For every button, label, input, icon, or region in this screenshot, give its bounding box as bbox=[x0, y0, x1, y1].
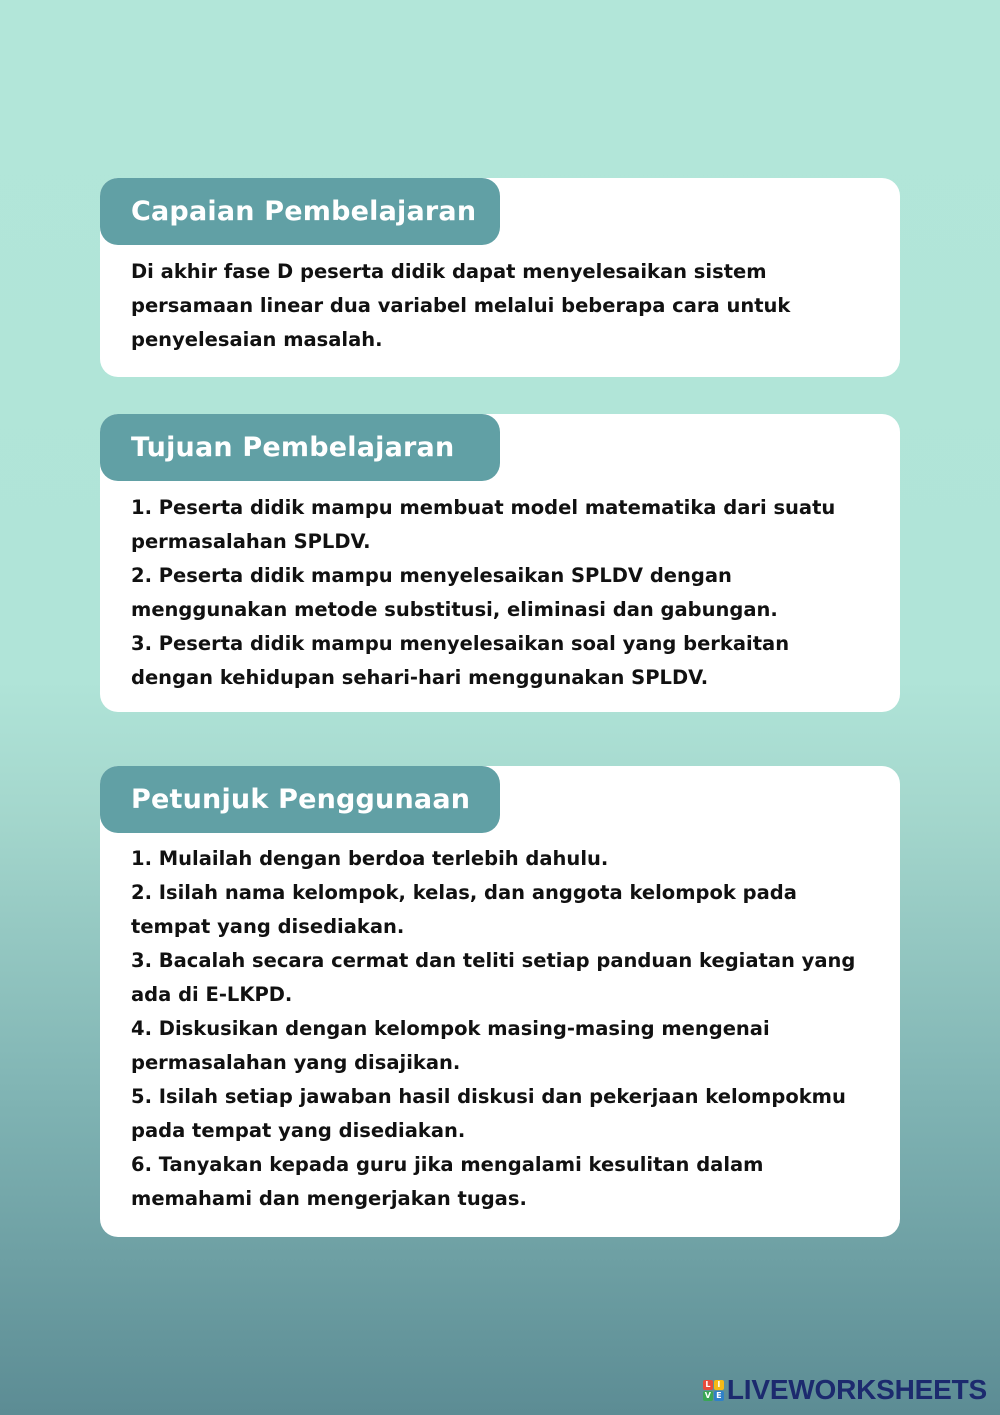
petunjuk-line: 5. Isilah setiap jawaban hasil diskusi dan pekerjaan kelompokmu bbox=[131, 1085, 846, 1108]
petunjuk-header bbox=[100, 766, 500, 833]
petunjuk-title: Petunjuk Penggunaan bbox=[131, 784, 471, 815]
liveworksheets-logo-icon bbox=[703, 1380, 724, 1401]
capaian-line: Di akhir fase D peserta didik dapat menyelesaikan sistem bbox=[131, 260, 767, 283]
petunjuk-line: 2. Isilah nama kelompok, kelas, dan anggota kelompok pada bbox=[131, 881, 797, 904]
tujuan-header bbox=[100, 414, 500, 481]
capaian-line: penyelesaian masalah. bbox=[131, 328, 383, 351]
capaian-card bbox=[100, 178, 900, 377]
logo-letter-v: V bbox=[704, 1390, 711, 1400]
petunjuk-line: ada di E-LKPD. bbox=[131, 983, 293, 1006]
tujuan-line: 1. Peserta didik mampu membuat model matematika dari suatu bbox=[131, 496, 836, 519]
petunjuk-line: permasalahan yang disajikan. bbox=[131, 1051, 461, 1074]
capaian-body bbox=[131, 255, 878, 357]
petunjuk-line: pada tempat yang disediakan. bbox=[131, 1119, 466, 1142]
petunjuk-card bbox=[100, 766, 900, 1237]
tujuan-line: permasalahan SPLDV. bbox=[131, 530, 371, 553]
petunjuk-line: 4. Diskusikan dengan kelompok masing-masing mengenai bbox=[131, 1017, 770, 1040]
tujuan-line: 2. Peserta didik mampu menyelesaikan SPLDV dengan bbox=[131, 564, 732, 587]
liveworksheets-wordmark: LIVEWORKSHEETS bbox=[726, 1374, 987, 1405]
capaian-title: Capaian Pembelajaran bbox=[131, 196, 477, 227]
logo-letter-l: L bbox=[703, 1380, 713, 1390]
petunjuk-line: 3. Bacalah secara cermat dan teliti setiap panduan kegiatan yang bbox=[131, 949, 856, 972]
petunjuk-line: 1. Mulailah dengan berdoa terlebih dahulu. bbox=[131, 847, 609, 870]
logo-letter-e: E bbox=[714, 1391, 724, 1401]
capaian-header bbox=[100, 178, 500, 245]
tujuan-line: 3. Peserta didik mampu menyelesaikan soal yang berkaitan bbox=[131, 632, 790, 655]
petunjuk-line: memahami dan mengerjakan tugas. bbox=[131, 1187, 527, 1210]
capaian-line: persamaan linear dua variabel melalui beberapa cara untuk bbox=[131, 294, 791, 317]
petunjuk-line: 6. Tanyakan kepada guru jika mengalami kesulitan dalam bbox=[131, 1153, 764, 1176]
tujuan-line: dengan kehidupan sehari-hari menggunakan SPLDV. bbox=[131, 666, 709, 689]
petunjuk-line: tempat yang disediakan. bbox=[131, 915, 405, 938]
petunjuk-body bbox=[131, 842, 878, 1216]
tujuan-line: menggunakan metode substitusi, eliminasi dan gabungan. bbox=[131, 598, 778, 621]
tujuan-card bbox=[100, 414, 900, 712]
logo-letter-i: I bbox=[714, 1380, 724, 1390]
tujuan-body bbox=[131, 491, 878, 695]
tujuan-title: Tujuan Pembelajaran bbox=[131, 432, 455, 463]
liveworksheets-brand[interactable] bbox=[703, 1374, 987, 1406]
